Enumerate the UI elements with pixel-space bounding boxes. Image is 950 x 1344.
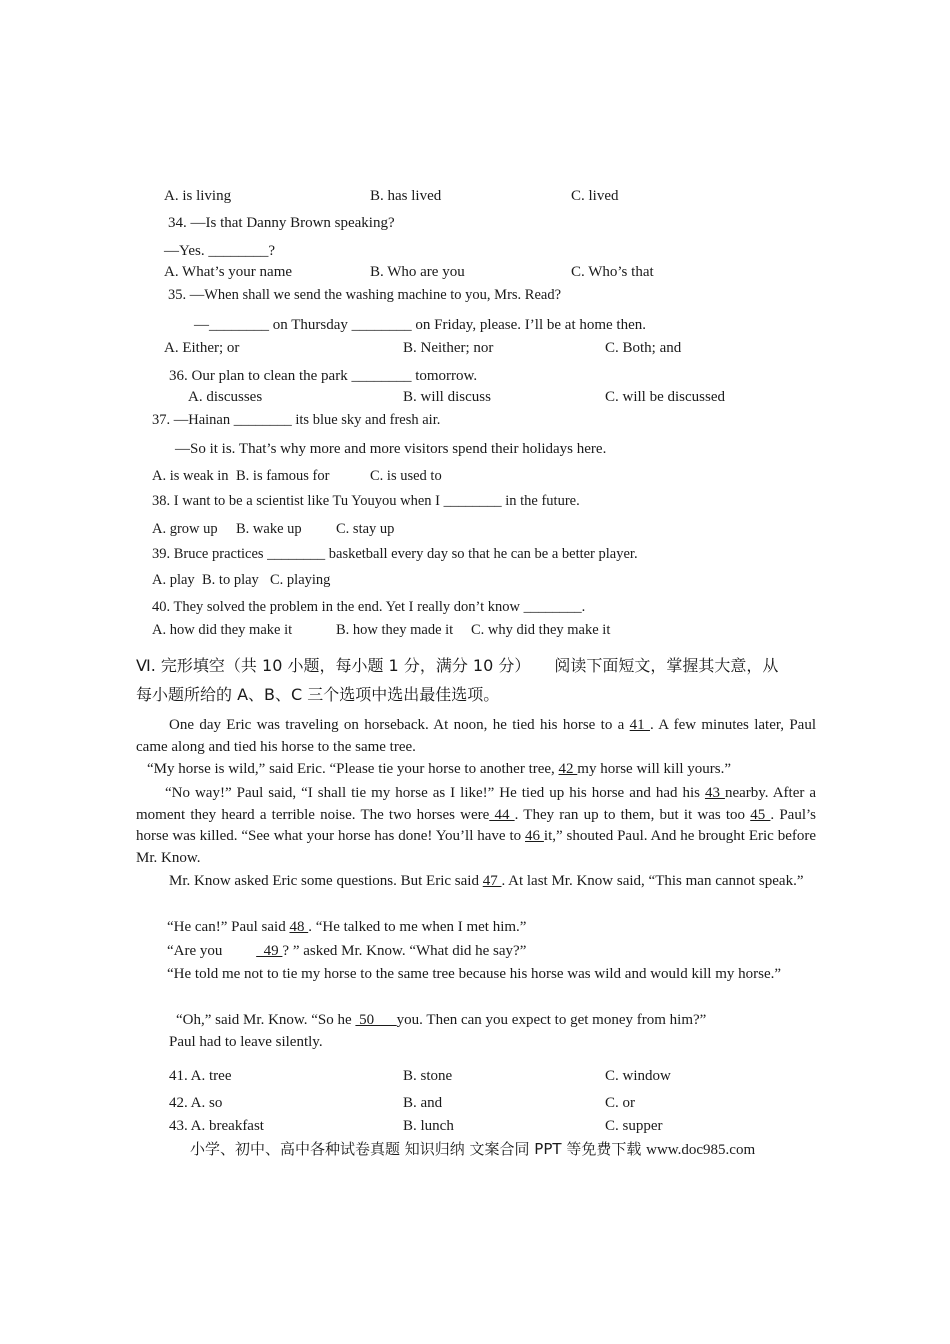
q37-option-c: C. is used to (370, 468, 442, 484)
q43-option-a: 43. A. breakfast (169, 1118, 264, 1134)
section-6-line-1: Ⅵ. 完形填空（共 10 小题，每小题 1 分，满分 10 分） 阅读下面短文，掌握其大意，从 (136, 656, 779, 675)
passage-paragraph-9: Paul had to leave silently. (169, 1034, 323, 1050)
passage-paragraph-5: “He can!” Paul said 48 . “He talked to me when I met him.” (167, 919, 527, 935)
q37-stem: 37. —Hainan ________ its blue sky and fresh air. (152, 412, 441, 428)
q38-option-a: A. grow up (152, 521, 218, 537)
q40-option-c: C. why did they make it (471, 622, 611, 638)
blank-42: 42 (558, 761, 578, 777)
q36-option-a: A. discusses (188, 389, 263, 405)
q41-option-a: 41. A. tree (169, 1068, 232, 1084)
q38-stem: 38. I want to be a scientist like Tu Youyou when I ________ in the future. (152, 493, 580, 509)
q37-option-a: A. is weak in (152, 468, 229, 484)
blank-46: 46 (525, 828, 544, 844)
passage-paragraph-6: “Are you 49 ? ” asked Mr. Know. “What did he say?” (167, 943, 527, 959)
section-6-instructions (136, 651, 816, 709)
q39-stem: 39. Bruce practices ________ basketball every day so that he can be a better player. (152, 546, 638, 562)
q35-option-a: A. Either; or (164, 340, 240, 356)
section-6-line-2: 每小题所给的 A、B、C 三个选项中选出最佳选项。 (136, 685, 500, 704)
q42-option-a: 42. A. so (169, 1095, 223, 1111)
q34-option-c: C. Who’s that (571, 264, 654, 280)
q43-option-b: B. lunch (403, 1118, 454, 1134)
blank-48: 48 (289, 919, 309, 935)
q39-option-a: A. play (152, 572, 195, 588)
passage-paragraph-4: Mr. Know asked Eric some questions. But Eric said 47 . At last Mr. Know said, “This man cannot speak.” (169, 873, 804, 889)
passage-paragraph-8: “Oh,” said Mr. Know. “So he 50 you. Then can you expect to get money from him?” (176, 1012, 707, 1028)
q35-stem: 35. —When shall we send the washing machine to you, Mrs. Read? (168, 287, 562, 303)
page-footer (190, 1138, 755, 1159)
q43-option-c: C. supper (605, 1118, 663, 1134)
q39-option-c: C. playing (270, 572, 331, 588)
q37-option-b: B. is famous for (236, 468, 330, 484)
q37-line2: —So it is. That’s why more and more visitors spend their holidays here. (175, 441, 607, 457)
q41-option-b: B. stone (403, 1068, 453, 1084)
q38-option-b: B. wake up (236, 521, 302, 537)
q35-option-b: B. Neither; nor (403, 340, 494, 356)
q33-option-b: B. has lived (370, 188, 442, 204)
q36-option-c: C. will be discussed (605, 389, 725, 405)
q34-option-a: A. What’s your name (164, 264, 293, 280)
q42-option-c: C. or (605, 1095, 635, 1111)
q36-stem: 36. Our plan to clean the park ________ tomorrow. (169, 368, 478, 384)
blank-50: 50 (355, 1012, 397, 1028)
blank-49: 49 (256, 943, 283, 959)
q38-option-c: C. stay up (336, 521, 395, 537)
q34-stem: 34. —Is that Danny Brown speaking? (168, 215, 395, 231)
q34-line2: —Yes. ________? (164, 243, 275, 259)
q40-stem: 40. They solved the problem in the end. Yet I really don’t know ________. (152, 599, 586, 615)
blank-43: 43 (704, 785, 725, 801)
blank-41: 41 (629, 717, 650, 733)
passage-paragraph-3: “No way!” Paul said, “I shall tie my horse as I like!” He tied up his horse and had his 43 nearby. After a moment they heard a terrible noise. The two horses were 44 . They ran up to them, but it was too 45 . Paul’s horse was killed. “See what your horse has done! You’ll have to 46 it,” shouted Paul. And he brought Eric before Mr. Know. (136, 785, 817, 866)
q34-option-b: B. Who are you (370, 264, 465, 280)
passage-paragraph-2: “My horse is wild,” said Eric. “Please tie your horse to another tree, 42 my horse will kill yours.” (147, 761, 732, 777)
q40-option-b: B. how they made it (336, 622, 454, 638)
q42-option-b: B. and (403, 1095, 443, 1111)
q36-option-b: B. will discuss (403, 389, 491, 405)
passage-paragraph-7: “He told me not to tie my horse to the same tree because his horse was wild and would kill my horse.” (167, 966, 782, 982)
q35-option-c: C. Both; and (605, 340, 682, 356)
q40-option-a: A. how did they make it (152, 622, 293, 638)
q39-option-b: B. to play (202, 572, 259, 588)
q35-line2: —________ on Thursday ________ on Friday, please. I’ll be at home then. (194, 317, 647, 333)
blank-45: 45 (750, 806, 771, 823)
footer-url[interactable]: www.doc985.com (646, 1142, 756, 1158)
q41-option-c: C. window (605, 1068, 671, 1084)
passage-paragraph-1: One day Eric was traveling on horseback. At noon, he tied his horse to a 41 . A few minutes later, Paul came along and tied his horse to the same tree. (136, 717, 816, 755)
q33-option-a: A. is living (164, 188, 232, 204)
blank-44: 44 (489, 806, 515, 823)
blank-47: 47 (482, 873, 502, 889)
q33-option-c: C. lived (571, 188, 619, 204)
footer-text: 小学、初中、高中各种试卷真题 知识归纳 文案合同 PPT 等免费下载 (190, 1140, 642, 1158)
